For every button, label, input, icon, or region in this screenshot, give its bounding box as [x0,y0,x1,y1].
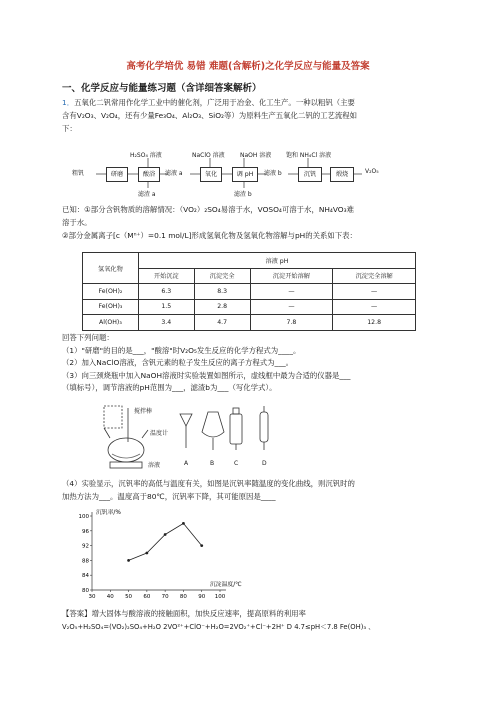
questions-block [62,332,442,395]
flow-filtrate-a: 滤液 a [165,170,183,177]
table-cell: — [250,284,333,300]
table-cell: 12.8 [333,315,416,331]
known-info [62,203,442,242]
x-tick-label: 70 [161,594,169,600]
data-point [127,559,130,562]
table-cell: 1.5 [138,299,194,315]
table-cell: 6.3 [138,284,194,300]
y-tick-label: 100 [78,514,89,520]
known-line-3: ②部分金属离子[c（Mⁿ⁺）=0.1 mol/L]形成氢氧化物及氢氧化物溶解与pH的关系如下表： [62,231,357,240]
flow-product: V₂O₅ [365,168,379,175]
table-group-header: 溶液 pH [138,253,415,269]
answer-block [62,608,452,633]
x-tick-label: 80 [179,594,187,600]
table-row [83,315,416,331]
vanadium-rate-chart [70,506,250,606]
table-cell: — [250,299,333,315]
x-tick-label: 30 [88,594,96,600]
answer-line-2: V₂O₅+H₂SO₄=(VO₂)₂SO₄+H₂O 2VO²⁺+ClO⁻+H₂O=2VO₂⁺+Cl⁻+2H⁺ D 4.7≤pH＜7.8 Fe(OH)₃ 、 [62,622,376,631]
known-line-1: 已知：①部分含钒物质的溶解情况：（VO₂）₂SO₄易溶于水，VOSO₄可溶于水，NH₄VO₃难 [62,205,354,214]
table-col-header: 沉淀完全溶解 [333,268,416,284]
question-2: （2）加入NaClO溶液，含钒元素的粒子发生反应的离子方程式为___。 [62,358,294,367]
intro-line-2: 含有V₂O₃、V₂O₄，还有少量Fe₃O₄、Al₂O₃、SiO₂等）为原料生产五氧化二钒的工艺流程如 [62,111,358,120]
solubility-table [82,252,416,331]
option-a: A [184,460,189,467]
x-axis-label: 沉淀温度/℃ [210,582,242,588]
table-row [83,299,416,315]
apparatus-label-thermometer: 温度计 [150,430,169,437]
x-tick-label: 50 [125,594,133,600]
y-tick-label: 92 [82,543,89,550]
table-cell: — [333,284,416,300]
flow-raw-material: 粗钒 [72,170,85,177]
apparatus-label-solution: 溶液 [148,462,161,469]
table-cell: — [333,299,416,315]
y-tick-label: 84 [82,573,89,580]
data-point [200,544,203,547]
question-4-line-1: （4）实验显示，沉钒率的高低与温度有关，如图是沉钒率随温度的变化曲线，则沉钒时的 [62,479,355,488]
known-line-2: 溶于水。 [62,218,92,227]
data-point [145,552,148,555]
table-cell: Fe(OH)₂ [83,284,139,300]
y-tick-label: 88 [82,558,89,565]
flow-box-precipitate: 沉钒 [298,167,322,182]
reagent-naoh: NaOH 溶液 [240,152,272,159]
intro-line-3: 下： [62,124,77,133]
question-4 [62,478,442,503]
x-tick-label: 100 [214,594,226,600]
apparatus-label-stirrer: 搅拌棒 [134,408,153,415]
flow-box-calcine: 煅烧 [330,167,354,182]
questions-intro: 回答下列问题： [62,333,114,342]
option-c: C [234,460,239,467]
option-d: D [262,460,267,467]
reagent-naclo: NaClO 溶液 [192,152,225,159]
table-cell: 7.8 [250,315,333,331]
table-row [83,284,416,300]
residue-a: 滤渣 a [138,191,156,198]
chart-svg [70,506,250,606]
data-line [129,523,202,560]
flow-filtrate-b: 滤液 b [264,170,282,177]
flow-box-oxidize: 氧化 [200,167,222,182]
x-tick-label: 40 [106,594,114,600]
y-axis-label: 沉钒率/% [96,510,121,516]
reagent-nh4cl: 饱和 NH₄Cl 溶液 [286,152,332,159]
table-cell: 3.4 [138,315,194,331]
question-intro [62,96,442,135]
table-col-header: 沉淀开始溶解 [250,268,333,284]
question-1: （1）"研磨"的目的是___，"酸溶"时V₂O₅发生反应的化学方程式为____。 [62,345,301,355]
flow-box-grind: 研磨 [106,167,128,182]
flow-box-adjust-ph: 调 pH [232,167,258,182]
question-3a: （3）向三颈烧瓶中加入NaOH溶液时实验装置如图所示，虚线框中最为合适的仪器是___ [62,370,351,380]
table-col-header: 沉淀完全 [194,268,250,284]
y-tick-label: 96 [82,528,89,535]
x-tick-label: 60 [143,594,151,600]
question-3b: （填标号），调节溶液的pH范围为___，滤渣b为___（写化学式）。 [62,383,277,392]
table-cell: 2.8 [194,299,250,315]
question-number: 1． [62,98,75,107]
table-cell: 4.7 [194,315,250,331]
question-4-line-2: 加热方法为___。温度高于80℃，沉钒率下降，其可能原因是____ [62,491,276,501]
option-b: B [210,460,215,467]
x-tick-label: 90 [198,594,206,600]
data-point [182,522,185,525]
apparatus-figure [88,402,288,474]
table-col-header: 开始沉淀 [138,268,194,284]
residue-b: 滤渣 b [234,191,252,198]
table-cell: 8.3 [194,284,250,300]
y-tick-label: 80 [82,588,89,594]
section-heading: 一、化学反应与能量练习题（含详细答案解析） [62,83,262,94]
flow-box-acid-leach: 酸浴 [138,167,160,182]
document-title: 高考化学培优 易错 难题(含解析)之化学反应与能量及答案 [126,61,370,72]
answer-line-1: 【答案】增大固体与酸溶液的接触面积，加快反应速率，提高原料的利用率 [62,609,306,618]
data-point [164,533,167,536]
table-corner: 氢氧化物 [83,253,139,284]
table-cell: Fe(OH)₃ [83,299,139,315]
intro-line-1: 五氧化二钒常用作化学工业中的催化剂，广泛用于冶金、化工生产。一种以粗钒（主要 [74,98,355,107]
reagent-h2so4: H₂SO₄ 溶液 [130,152,162,159]
table-cell: Al(OH)₃ [83,315,139,331]
